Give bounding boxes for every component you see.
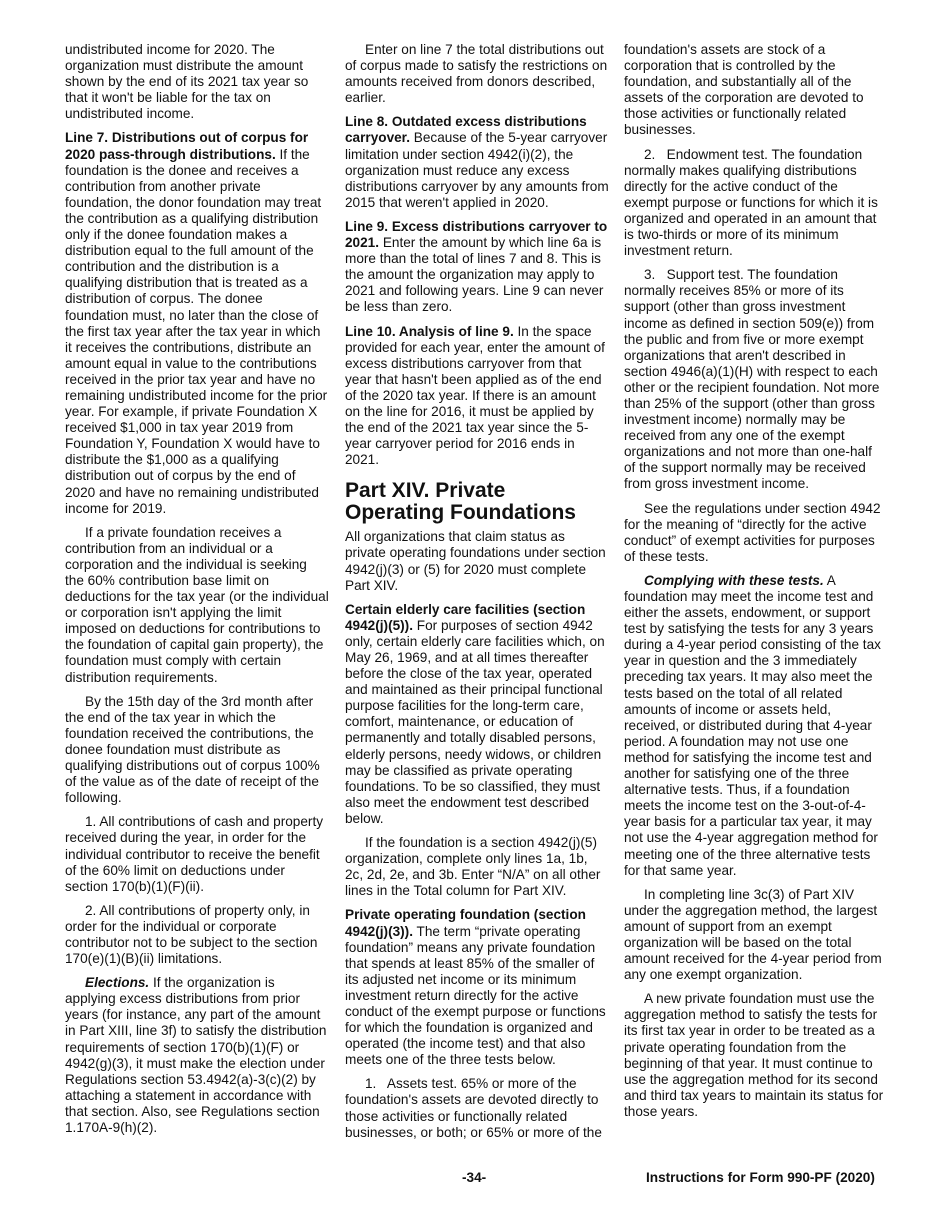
run-in-heading: Private operating foundation (section 4942(j)(3)).: [345, 907, 586, 939]
paragraph: [624, 573, 886, 879]
column-2: [345, 42, 609, 1149]
list-item: 1. Assets test. 65% or more of the foundation's assets are devoted directly to those activities or functionally related businesses, or both; or 65% or more of the: [345, 1076, 602, 1140]
page-number: -34-: [462, 1170, 487, 1185]
paragraph-text: Because of the 5-year carryover limitation under section 4942(i)(2), the organization must reduce any excess distributions carryover by any amounts from 2015 that weren't applied in 2020.: [345, 130, 609, 210]
paragraph: foundation's assets are stock of a corporation that is controlled by the foundation, and substantially all of the assets of the corporation are devoted to those activities or functionally related businesses.: [624, 42, 864, 138]
paragraph: [345, 114, 609, 211]
paragraph: [65, 975, 329, 1136]
section-heading: Part XIV. Private Operating Foundations: [345, 479, 576, 525]
paragraph-text: For purposes of section 4942 only, certain elderly care facilities which, on May 26, 1969, and at all times thereafter before the close of the tax year, operated and maintained as their principal functional purpose facilities for the long-term care, comfort, maintenance, or education of permanently and totally disabled persons, elderly persons, needy widows, or children may be classified as private operating foundations. To be so classified, they must also meet the endowment test described below.: [345, 617, 605, 826]
paragraph-text: If the foundation is the donee and receives a contribution from another private foundation, the donor foundation may treat the contribution as a qualifying distribution only if the donee foundation makes a distribution equal to the full amount of the contribution and the distribution is a qualifying distribution that is treated as a distribution of corpus. The donee foundation must, no later than the close of the first tax year after the tax year in which it receives the contributions, distribute an amount equal in value to the contributions received in the prior tax year and have no remaining undistributed income for the prior year. For example, if private Foundation X received $1,000 in tax year 2019 from Foundation Y, Foundation X would have to distribute the $1,000 as a qualifying distribution out of corpus by the end of 2020 and have no remaining undistributed income for 2019.: [65, 146, 328, 516]
paragraph: Enter on line 7 the total distributions out of corpus made to satisfy the restrictions on amounts received from donors described, earlier.: [345, 42, 608, 106]
run-in-heading: Elections.: [85, 975, 150, 991]
run-in-heading: Line 9. Excess distributions carryover to 2021.: [345, 218, 608, 251]
paragraph: If the foundation is a section 4942(j)(5) organization, complete only lines 1a, 1b, 2c, 2d, 2e, and 3b. Enter “N/A” on all other lines in the Total column for Part XIV.: [345, 835, 601, 899]
run-in-heading: Line 8. Outdated excess distributions carryover.: [345, 114, 587, 146]
list-item: 2. All contributions of property only, in order for the individual or corporate contributor not to be subject to the section 170(e)(1)(B)(ii) limitations.: [65, 902, 318, 967]
paragraph-text: Enter the amount by which line 6a is more than the total of lines 7 and 8. This is the amount the organization may apply to 2021 and following years. Line 9 can never be less than zero.: [345, 235, 604, 315]
paragraph: [345, 324, 609, 469]
run-in-heading: Certain elderly care facilities (section 4942(j)(5)).: [345, 601, 586, 633]
column-3: [624, 42, 886, 1128]
paragraph: [345, 219, 609, 316]
paragraph: A new private foundation must use the aggregation method to satisfy the tests for its first tax year in order to be treated as a private operating foundation from the beginning of that year. It must continue to use the aggregation method for its second and third tax years to maintain its status for those years.: [624, 991, 884, 1119]
run-in-heading: Complying with these tests.: [644, 572, 824, 588]
paragraph: See the regulations under section 4942 for the meaning of “directly for the active conduct” of exempt activities for purposes of these tests.: [624, 500, 881, 564]
paragraph: [65, 130, 329, 516]
list-item: 3. Support test. The foundation normally receives 85% or more of its support (other than gross investment income as defined in section 509(e)) from the public and from five or more exempt organizations that aren't described in section 4946(a)(1)(H) with respect to each other or the recipient foundation. Not more than 25% of the support (other than gross investment income) normally may be received from any one of the exempt organizations and not more than one-half of the support normally may be received from gross investment income.: [624, 267, 880, 492]
paragraph: undistributed income for 2020. The organization must distribute the amount shown by the end of its 2021 tax year so that it won't be liable for the tax on undistributed income.: [65, 42, 309, 122]
paragraph-text: A foundation may meet the income test and either the assets, endowment, or support test by satisfying the tests for any 3 years during a 4-year period consisting of the tax year in question and the 3 immediately preceding tax years. It may also meet the tests based on the total of all related amounts of income or assets held, received, or distributed during that 4-year period. A foundation may not use one method for satisfying the income test and another for satisfying one of the three alternative tests. Thus, if a foundation meets the income test on the 3-out-of-4-year basis for a particular tax year, it may not use the 4-year aggregation method for meeting one of the three alternative tests for that same year.: [624, 572, 881, 878]
paragraph: In completing line 3c(3) of Part XIV under the aggregation method, the largest amount of support from an exempt organization will be based on the total amount received for the 4-year period from any one exempt organization.: [624, 886, 882, 983]
list-item: 2. Endowment test. The foundation normally makes qualifying distributions directly for the active conduct of the exempt purpose or functions for which it is organized and operated in an amount that is two-thirds or more of its minimum investment return.: [624, 146, 878, 259]
paragraph: [345, 602, 609, 827]
run-in-heading: Line 7. Distributions out of corpus for 2020 pass-through distributions.: [65, 130, 309, 162]
paragraph-text: The term “private operating foundation” means any private foundation that spends at least 85% of the smaller of its adjusted net income or its minimum investment return directly for the active conduct of the exempt purpose or functions for which the foundation is organized and operated (the income test) and that also meets one of the three tests below.: [345, 923, 606, 1068]
paragraph: [345, 907, 609, 1068]
paragraph: If a private foundation receives a contribution from an individual or a corporation and the individual is seeking the 60% contribution base limit on deductions for the tax year (or the individual or corporation isn't applying the limit imposed on deductions for contributions to the foundation of capital gain property), the foundation must comply with certain distribution requirements.: [65, 524, 329, 685]
paragraph-text: If the organization is applying excess distributions from prior years (for instance, any part of the amount in Part XIII, line 3f) to satisfy the distribution requirements of section 170(b)(1)(F) or 4942(g)(3), it must make the election under Regulations section 53.4942(a)-3(c)(2) by attaching a statement in accordance with that section. Also, see Regulations section 1.170A-9(h)(2).: [65, 975, 327, 1135]
form-title: Instructions for Form 990-PF (2020): [646, 1170, 875, 1185]
paragraph-text: In the space provided for each year, enter the amount of excess distributions carryover from that year that hasn't been applied as of the end of the 2020 tax year. If there is an amount on the line for 2016, it must be applied by the end of the 2021 tax year since the 5-year carryover period for 2016 ends in 2021.: [345, 323, 605, 468]
run-in-heading: Line 10. Analysis of line 9.: [345, 323, 514, 339]
list-item: 1. All contributions of cash and property received during the year, in order for the individual contributor to receive the benefit of the 60% limit on deductions under section 170(b)(1)(F)(ii).: [65, 814, 324, 894]
paragraph: All organizations that claim status as private operating foundations under section 4942(j)(3) or (5) for 2020 must complete Part XIV.: [345, 529, 606, 593]
column-1: [65, 42, 329, 1144]
paragraph: By the 15th day of the 3rd month after the end of the tax year in which the foundation received the contributions, the donee foundation must distribute as qualifying distributions out of corpus 100% of the value as of the date of receipt of the following.: [65, 693, 320, 806]
